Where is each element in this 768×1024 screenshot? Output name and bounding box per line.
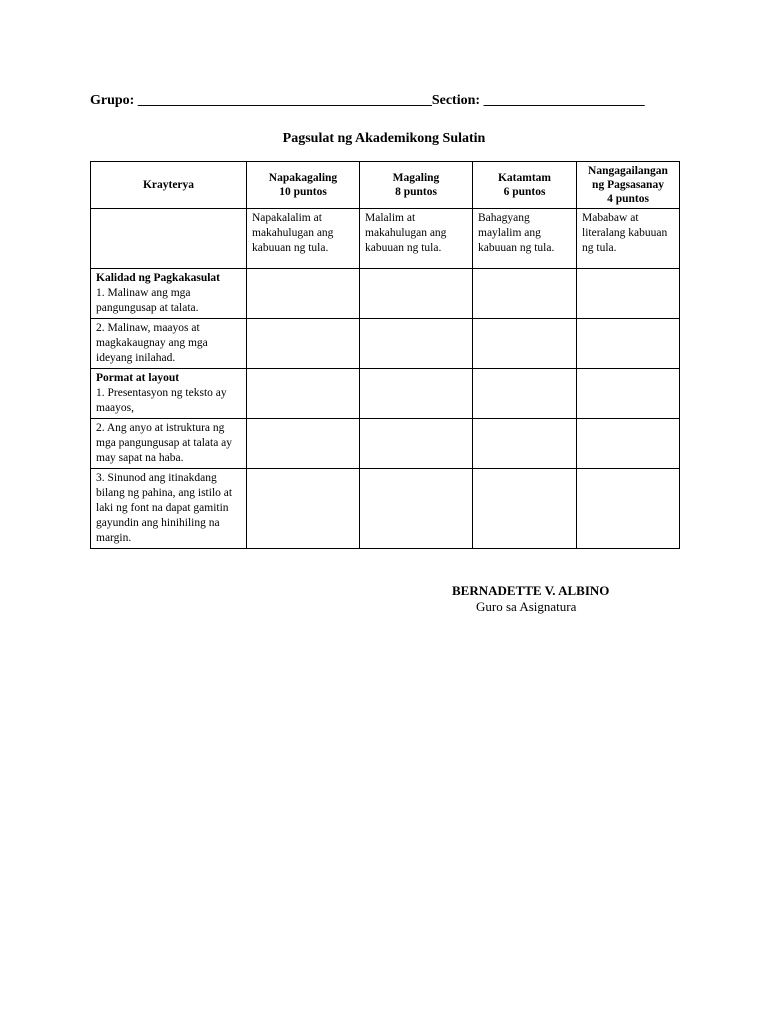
criterion-cell xyxy=(91,319,247,369)
header-line xyxy=(90,93,645,109)
level-points: 6 puntos xyxy=(503,186,546,198)
level-header xyxy=(473,162,577,209)
table-row xyxy=(91,419,680,469)
level-header xyxy=(247,162,360,209)
table-row xyxy=(91,369,680,419)
level-name: Magaling xyxy=(392,172,440,184)
score-cell[interactable] xyxy=(247,319,360,369)
score-cell[interactable] xyxy=(473,469,577,549)
level-header xyxy=(360,162,473,209)
level-name: Napakagaling xyxy=(268,172,338,184)
grupo-label: Grupo: xyxy=(90,93,135,108)
score-cell[interactable] xyxy=(360,469,473,549)
score-cell[interactable] xyxy=(247,269,360,319)
level-description: Malalim at makahulugan ang kabuuan ng tula. xyxy=(360,209,473,269)
criterion-cell xyxy=(91,419,247,469)
score-cell[interactable] xyxy=(247,369,360,419)
level-name: Nangagailangan ng Pagsasanay xyxy=(588,165,668,191)
score-cell[interactable] xyxy=(473,369,577,419)
criterion-cell xyxy=(91,469,247,549)
criterion-text: 1. Presentasyon ng teksto ay maayos, xyxy=(96,387,227,414)
criterion-heading: Pormat at layout xyxy=(96,372,180,384)
criterion-text: 2. Ang anyo at istruktura ng mga pangungusap at talata ay may sapat na haba. xyxy=(96,422,233,464)
grupo-blank: __________________________________________ xyxy=(137,93,432,108)
level-name: Katamtam xyxy=(497,172,551,184)
score-cell[interactable] xyxy=(577,419,680,469)
level-points: 4 puntos xyxy=(607,193,649,205)
score-cell[interactable] xyxy=(577,269,680,319)
table-header-row xyxy=(91,162,680,209)
table-row xyxy=(91,269,680,319)
rubric-table xyxy=(90,161,680,549)
score-cell[interactable] xyxy=(360,369,473,419)
score-cell[interactable] xyxy=(577,469,680,549)
criterion-text: 1. Malinaw ang mga pangungusap at talata. xyxy=(96,287,199,314)
document-title: Pagsulat ng Akademikong Sulatin xyxy=(282,131,486,146)
level-header xyxy=(577,162,680,209)
section-blank: _______________________ xyxy=(483,93,645,108)
criterion-heading: Kalidad ng Pagkakasulat xyxy=(96,272,220,284)
level-points: 8 puntos xyxy=(395,186,437,198)
score-cell[interactable] xyxy=(577,319,680,369)
level-description: Napakalalim at makahulugan ang kabuuan ng tula. xyxy=(247,209,360,269)
criterion-text: 3. Sinunod ang itinakdang bilang ng pahina, ang istilo at laki ng font na dapat gamitin gayundin ang hinihiling na margin. xyxy=(96,472,233,544)
score-cell[interactable] xyxy=(360,419,473,469)
section-label: Section: xyxy=(431,93,481,108)
criteria-header: Krayterya xyxy=(91,162,247,209)
description-row xyxy=(91,209,680,269)
score-cell[interactable] xyxy=(473,419,577,469)
criterion-cell xyxy=(91,369,247,419)
score-cell[interactable] xyxy=(577,369,680,419)
score-cell[interactable] xyxy=(473,319,577,369)
criterion-cell xyxy=(91,269,247,319)
level-description: Bahagyang maylalim ang kabuuan ng tula. xyxy=(473,209,577,269)
table-row xyxy=(91,469,680,549)
empty-cell xyxy=(91,209,247,269)
score-cell[interactable] xyxy=(247,419,360,469)
score-cell[interactable] xyxy=(360,319,473,369)
score-cell[interactable] xyxy=(360,269,473,319)
level-points: 10 puntos xyxy=(279,186,327,198)
table-row xyxy=(91,319,680,369)
signer-name: BERNADETTE V. ALBINO xyxy=(452,583,610,598)
level-description: Mababaw at literalang kabuuan ng tula. xyxy=(577,209,680,269)
score-cell[interactable] xyxy=(473,269,577,319)
score-cell[interactable] xyxy=(247,469,360,549)
criterion-text: 2. Malinaw, maayos at magkakaugnay ang mga ideyang inilahad. xyxy=(96,322,208,364)
signer-role: Guro sa Asignatura xyxy=(476,599,577,614)
